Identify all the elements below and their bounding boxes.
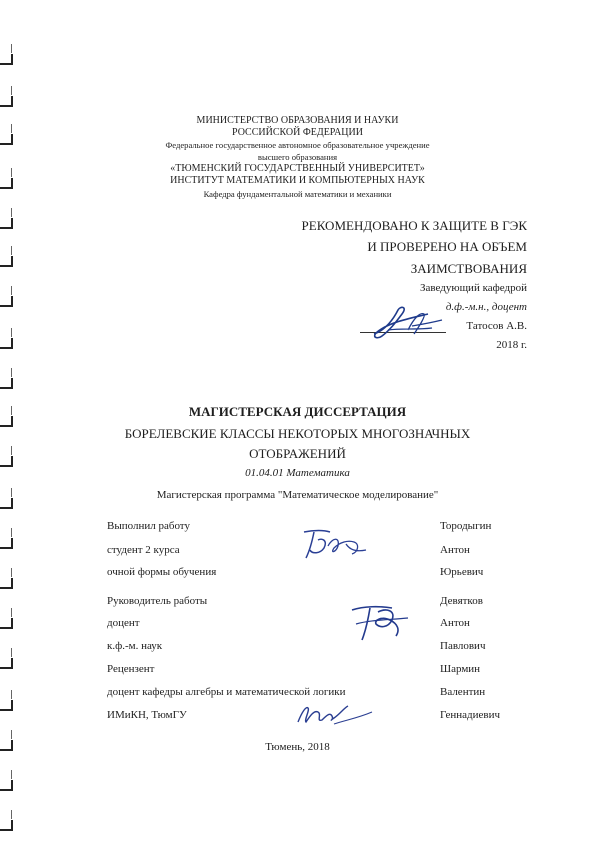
head-signature [368,300,448,342]
thesis-topic-line-2: ОТОБРАЖЕНИЙ [249,446,346,461]
author-surname: Тородыгин [440,520,492,532]
spiral-binding [0,0,24,841]
supervisor-signature [346,598,416,644]
institution-line-1: Федеральное государственное автономное образовательное учреждение [165,140,430,150]
binding-ring [0,218,13,229]
approval-year: 2018 г. [496,339,527,351]
binding-ring [0,296,13,307]
author-role: Выполнил работу [107,520,190,532]
reviewer-position: доцент кафедры алгебры и математической логики [107,686,346,698]
supervisor-position: доцент [107,617,140,629]
ministry-line-2: РОССИЙСКОЙ ФЕДЕРАЦИИ [232,127,363,138]
supervisor-patronymic: Павлович [440,640,486,652]
binding-ring [0,578,13,589]
supervisor-first-name: Антон [440,617,470,629]
reviewer-role: Рецензент [107,663,155,675]
master-program: Магистерская программа "Математическое моделирование" [156,489,439,501]
reviewer-affiliation: ИМиКН, ТюмГУ [107,709,187,721]
reviewer-patronymic: Геннадиевич [440,709,501,721]
head-position: Заведующий кафедрой [420,282,527,294]
binding-ring [0,700,13,711]
city-year: Тюмень, 2018 [265,741,330,753]
binding-ring [0,658,13,669]
author-first-name: Антон [440,544,470,556]
binding-ring [0,820,13,831]
binding-ring [0,780,13,791]
approval-line-1: РЕКОМЕНДОВАНО К ЗАЩИТЕ В ГЭК [301,218,527,233]
supervisor-role: Руководитель работы [107,595,208,607]
binding-ring [0,256,13,267]
reviewer-first-name: Валентин [440,686,486,698]
institute-name: ИНСТИТУТ МАТЕМАТИКИ И КОМПЬЮТЕРНЫХ НАУК [170,175,425,186]
author-study-form: очной формы обучения [107,566,217,578]
thesis-topic-line-1: БОРЕЛЕВСКИЕ КЛАССЫ НЕКОТОРЫХ МНОГОЗНАЧНЫХ [124,426,471,441]
binding-ring [0,96,13,107]
reviewer-signature [294,700,374,728]
binding-ring [0,618,13,629]
university-name: «ТЮМЕНСКИЙ ГОСУДАРСТВЕННЫЙ УНИВЕРСИТЕТ» [170,163,425,174]
institution-line-2: высшего образования [257,152,338,162]
specialty-code: 01.04.01 Математика [245,467,350,479]
document-type: МАГИСТЕРСКАЯ ДИССЕРТАЦИЯ [188,404,407,419]
author-signature [300,524,370,564]
department-name: Кафедра фундаментальной математики и механики [203,189,392,199]
binding-ring [0,378,13,389]
author-course: студент 2 курса [107,544,180,556]
supervisor-degree: к.ф.-м. наук [107,640,163,652]
author-patronymic: Юрьевич [440,566,484,578]
binding-ring [0,538,13,549]
supervisor-surname: Девятков [440,595,483,607]
approval-line-3: ЗАИМСТВОВАНИЯ [410,261,527,276]
head-degree: д.ф.-м.н., доцент [445,301,527,313]
binding-ring [0,338,13,349]
binding-ring [0,54,13,65]
head-name: Татосов А.В. [466,320,527,332]
reviewer-surname: Шармин [440,663,481,675]
approval-line-2: И ПРОВЕРЕНО НА ОБЪЕМ [367,239,527,254]
ministry-line-1: МИНИСТЕРСТВО ОБРАЗОВАНИЯ И НАУКИ [196,115,399,126]
